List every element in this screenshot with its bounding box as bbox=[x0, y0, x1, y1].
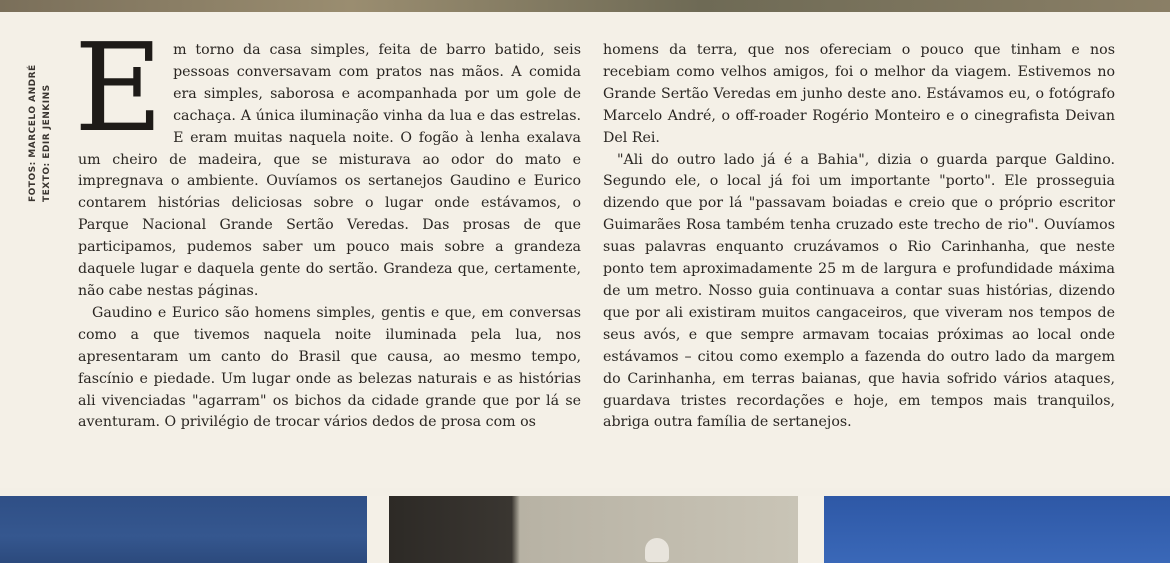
text-credit: TEXTO: EDIR JENKINS bbox=[42, 84, 52, 202]
article-column-left bbox=[74, 17, 581, 434]
paragraph: homens da terra, que nos ofereciam o pouco que tinham e nos recebiam como velhos amigos, foi o melhor da viagem. Estivemos no Grande Sertão Veredas em junho deste ano. Estávamos eu, o fotógrafo Marcelo André, o off-roader Rogério Monteiro e o cinegrafista Deivan Del Rei. bbox=[603, 42, 1115, 146]
paragraph: "Ali do outro lado já é a Bahia", dizia o guarda parque Galdino. Segundo ele, o local já foi um importante "porto". Ele prosseguia dizendo que por lá "passavam boiadas e creio que o próprio escritor Guimarães Rosa também tenha cruzado este trecho de rio". Ouvíamos suas palavras enquanto cruzávamos o Rio Carinhanha, que neste ponto tem aproximadamente 25 m de largura e profundidade máxima de um metro. Nosso guia continuava a contar suas histórias, dizendo que por ali existiram muitos cangaceiros, que viveram nos tempos de seus avós, e que sempre armavam tocaias próximas ao local onde estávamos – citou como exemplo a fazenda do outro lado da margem do Carinhanha, em terras baianas, que havia sofrido vários ataques, guardava tristes recordações e hoje, em tempos mais tranquilos, abriga outra família de sertanejos. bbox=[603, 151, 1115, 431]
sky-photo bbox=[0, 496, 367, 563]
article-column-right bbox=[603, 40, 1115, 434]
photo-row bbox=[0, 496, 1170, 563]
photo-credit: FOTOS: MARCELO ANDRÉ bbox=[28, 64, 38, 202]
magazine-page bbox=[0, 12, 1170, 488]
person-figure bbox=[645, 538, 669, 562]
paragraph: Gaudino e Eurico são homens simples, gentis e que, em conversas como a que tivemos naquela noite iluminada pela lua, nos apresentaram um canto do Brasil que causa, ao mesmo tempo, fascínio e piedade. Um lugar onde as belezas naturais e as histórias ali vivenciadas "agarram" os bichos da cidade grande que por lá se aventuram. O privilégio de trocar vários dedos de prosa com os bbox=[78, 304, 581, 431]
house-photo bbox=[389, 496, 798, 563]
photo-credits bbox=[28, 34, 72, 204]
paragraph: m torno da casa simples, feita de barro batido, seis pessoas conversavam com pratos nas mãos. A comida era simples, saborosa e acompanhada por um gole de cachaça. A única iluminação vinha da lua e das estrelas. E eram muitas naquela noite. O fogão à lenha exalava um cheiro de madeira, que se misturava ao odor do mato e impregnava o ambiente. Ouvíamos os sertanejos Gaudino e Eurico contarem histórias deliciosas sobre o lugar onde estávamos, o Parque Nacional Grande Sertão Veredas. Das prosas de que participamos, pudemos saber um pouco mais sobre a grandeza daquele lugar e daquela gente do sertão. Grandeza que, certamente, não cabe nestas páginas. bbox=[78, 42, 581, 299]
landscape-photo bbox=[824, 496, 1170, 563]
top-photo-strip bbox=[0, 0, 1170, 12]
drop-cap: E bbox=[74, 17, 164, 159]
